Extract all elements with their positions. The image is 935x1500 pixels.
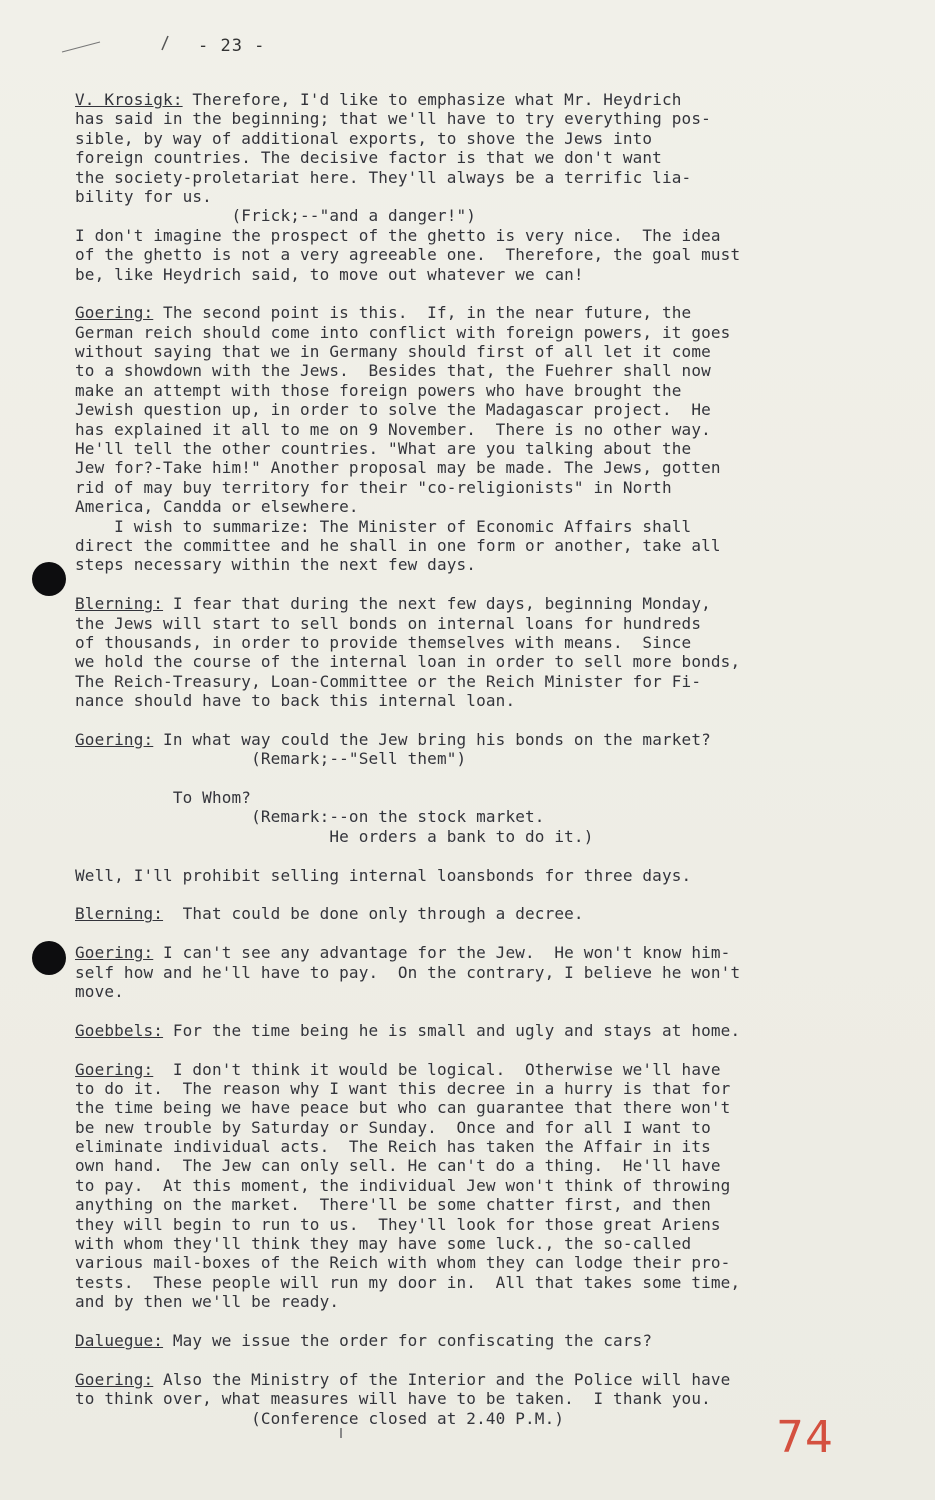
text-line — [75, 90, 875, 109]
blank-line — [75, 711, 875, 730]
blank-line — [75, 885, 875, 904]
text-line — [75, 982, 875, 1001]
line-text: nance should have to back this internal loan. — [75, 691, 516, 711]
line-text: of thousands, in order to provide themselves with means. Since — [75, 632, 692, 652]
text-line — [75, 439, 875, 458]
blank-line — [75, 575, 875, 594]
blank-line — [75, 924, 875, 943]
line-text: own hand. The Jew can only sell. He can't do a thing. He'll have — [75, 1156, 721, 1176]
line-text: For the time being he is small and ugly and stays at home. — [163, 1020, 741, 1040]
line-text: make an attempt with those foreign powers who have brought the — [75, 380, 682, 400]
line-text: In what way could the Jew bring his bonds on the market? — [153, 729, 711, 749]
text-line — [75, 807, 875, 826]
text-line — [75, 788, 875, 807]
text-line — [75, 1137, 875, 1156]
text-line — [75, 420, 875, 439]
line-text: of the ghetto is not a very agreeable one. Therefore, the goal must — [75, 245, 741, 265]
speaker-name: Blerning: — [75, 904, 164, 924]
text-line — [75, 1215, 875, 1234]
line-text: direct the committee and he shall in one form or another, take all — [75, 535, 721, 555]
text-line — [75, 323, 875, 342]
punch-hole — [32, 941, 66, 975]
line-text: German reich should come into conflict with foreign powers, it goes — [75, 322, 731, 342]
text-line — [75, 1021, 875, 1040]
line-text: to think over, what measures will have to be taken. I thank you. — [75, 1389, 711, 1409]
line-text: to a showdown with the Jews. Besides that, the Fuehrer shall now — [75, 361, 711, 381]
blank-line — [75, 1040, 875, 1059]
line-text: To Whom? — [75, 788, 252, 808]
speaker-name: V. Krosigk: — [75, 90, 183, 109]
text-line — [75, 536, 875, 555]
text-line — [75, 691, 875, 710]
line-text: the society-proletariat here. They'll always be a terrific lia- — [75, 167, 692, 187]
text-line — [75, 226, 875, 245]
text-line — [75, 265, 875, 284]
line-text: be, like Heydrich said, to move out whatever we can! — [75, 264, 584, 284]
line-text: be new trouble by Saturday or Sunday. Once and for all I want to — [75, 1117, 711, 1137]
line-text: The second point is this. If, in the near future, the — [153, 303, 692, 323]
line-text: steps necessary within the next few days. — [75, 555, 477, 575]
line-text: the time being we have peace but who can guarantee that there won't — [75, 1098, 731, 1118]
text-line — [75, 594, 875, 613]
speaker-name: Goering: — [75, 1059, 154, 1079]
text-line — [75, 749, 875, 768]
line-text: to do it. The reason why I want this decree in a hurry is that for — [75, 1078, 731, 1098]
line-text: various mail-boxes of the Reich with whom they can lodge their pro- — [75, 1253, 731, 1273]
text-line — [75, 555, 875, 574]
line-text: (Remark;--"Sell them") — [75, 749, 467, 769]
line-text: He'll tell the other countries. "What are you talking about the — [75, 439, 692, 459]
text-line — [75, 148, 875, 167]
line-text: Jew for?-Take him!" Another proposal may be made. The Jews, gotten — [75, 458, 721, 478]
text-line — [75, 400, 875, 419]
blank-line — [75, 1350, 875, 1369]
text-line — [75, 827, 875, 846]
blank-line — [75, 284, 875, 303]
line-text: self how and he'll have to pay. On the contrary, I believe he won't — [75, 962, 741, 982]
line-text: move. — [75, 981, 124, 1001]
speaker-name: Daluegue: — [75, 1331, 164, 1350]
line-text: (Frick;--"and a danger!") — [75, 206, 477, 226]
text-line — [75, 1389, 875, 1408]
line-text: and by then we'll be ready. — [75, 1292, 340, 1312]
speaker-name: Goebbels: — [75, 1020, 164, 1040]
line-text: Well, I'll prohibit selling internal loansbonds for three days. — [75, 865, 692, 885]
text-line — [75, 1409, 875, 1428]
line-text: I don't think it would be logical. Otherwise we'll have — [153, 1059, 721, 1079]
text-line — [75, 206, 875, 225]
line-text: Also the Ministry of the Interior and the Police will have — [153, 1369, 731, 1389]
line-text: America, Candda or elsewhere. — [75, 497, 359, 517]
line-text: eliminate individual acts. The Reich has taken the Affair in its — [75, 1137, 711, 1157]
text-line — [75, 1370, 875, 1389]
text-line — [75, 1176, 875, 1195]
line-text: to pay. At this moment, the individual Jew won't think of throwing — [75, 1175, 731, 1195]
text-line — [75, 187, 875, 206]
line-text: (Conference closed at 2.40 P.M.) — [75, 1408, 565, 1428]
speaker-name: Goering: — [75, 1369, 154, 1389]
text-line — [75, 381, 875, 400]
line-text: we hold the course of the internal loan in order to sell more bonds, — [75, 652, 741, 672]
blank-line — [75, 769, 875, 788]
text-line — [75, 1060, 875, 1079]
line-text: tests. These people will run my door in. All that takes some time, — [75, 1272, 741, 1292]
text-line — [75, 303, 875, 322]
folio-number: 74 — [776, 1412, 834, 1463]
text-line — [75, 342, 875, 361]
blank-line — [75, 1001, 875, 1020]
line-text: rid of may buy territory for their "co-religionists" in North — [75, 477, 672, 497]
text-line — [75, 1234, 875, 1253]
text-line — [75, 904, 875, 923]
text-line — [75, 963, 875, 982]
text-line — [75, 730, 875, 749]
line-text: bility for us. — [75, 186, 212, 206]
line-text: I can't see any advantage for the Jew. He won't know him- — [153, 943, 731, 963]
page-number: - 23 - — [198, 36, 266, 56]
text-line — [75, 1118, 875, 1137]
line-text: without saying that we in Germany should first of all let it come — [75, 342, 711, 362]
transcript-body — [75, 90, 875, 1428]
text-line — [75, 614, 875, 633]
line-text: anything on the market. There'll be some chatter first, and then — [75, 1195, 711, 1215]
text-line — [75, 1273, 875, 1292]
line-text: has said in the beginning; that we'll have to try everything pos- — [75, 109, 711, 129]
text-line — [75, 361, 875, 380]
pencil-mark — [60, 28, 180, 58]
blank-line — [75, 846, 875, 865]
line-text: May we issue the order for confiscating the cars? — [163, 1331, 653, 1350]
text-line — [75, 1195, 875, 1214]
line-text: Jewish question up, in order to solve the Madagascar project. He — [75, 400, 711, 420]
line-text: they will begin to run to us. They'll look for those great Ariens — [75, 1214, 721, 1234]
text-line — [75, 478, 875, 497]
text-line — [75, 1253, 875, 1272]
text-line — [75, 168, 875, 187]
line-text: (Remark:--on the stock market. — [75, 807, 545, 827]
line-text: I wish to summarize: The Minister of Economic Affairs shall — [75, 516, 692, 536]
pencil-tick — [340, 1428, 342, 1438]
text-line — [75, 517, 875, 536]
line-text: Therefore, I'd like to emphasize what Mr. Heydrich — [182, 90, 682, 109]
line-text: The Reich-Treasury, Loan-Committee or the Reich Minister for Fi- — [75, 671, 702, 691]
text-line — [75, 458, 875, 477]
text-line — [75, 109, 875, 128]
line-text: I fear that during the next few days, beginning Monday, — [163, 594, 711, 614]
text-line — [75, 1098, 875, 1117]
line-text: with whom they'll think they may have some luck., the so-called — [75, 1234, 692, 1254]
text-line — [75, 633, 875, 652]
text-line — [75, 1292, 875, 1311]
line-text: the Jews will start to sell bonds on internal loans for hundreds — [75, 613, 702, 633]
line-text: That could be done only through a decree. — [163, 904, 584, 924]
speaker-name: Goering: — [75, 303, 154, 323]
text-line — [75, 245, 875, 264]
punch-hole — [32, 562, 66, 596]
speaker-name: Goering: — [75, 943, 154, 963]
line-text: He orders a bank to do it.) — [75, 826, 594, 846]
text-line — [75, 129, 875, 148]
text-line — [75, 1079, 875, 1098]
line-text: I don't imagine the prospect of the ghetto is very nice. The idea — [75, 225, 721, 245]
line-text: sible, by way of additional exports, to shove the Jews into — [75, 128, 653, 148]
text-line — [75, 497, 875, 516]
text-line — [75, 1331, 875, 1350]
text-line — [75, 943, 875, 962]
speaker-name: Goering: — [75, 729, 154, 749]
speaker-name: Blerning: — [75, 594, 164, 614]
text-line — [75, 1156, 875, 1175]
text-line — [75, 672, 875, 691]
line-text: foreign countries. The decisive factor is that we don't want — [75, 148, 662, 168]
line-text: has explained it all to me on 9 November. There is no other way. — [75, 419, 711, 439]
blank-line — [75, 1312, 875, 1331]
text-line — [75, 866, 875, 885]
text-line — [75, 652, 875, 671]
